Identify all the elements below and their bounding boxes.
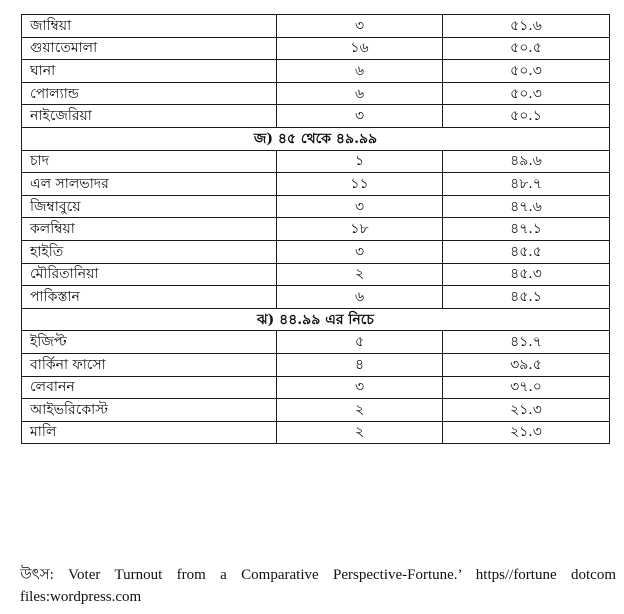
voter-turnout-table xyxy=(21,14,610,444)
country-cell: গুয়াতেমালা xyxy=(22,37,277,60)
country-cell: বার্কিনা ফাসো xyxy=(22,353,277,376)
country-cell: মালি xyxy=(22,421,277,444)
count-cell: ৩ xyxy=(277,240,443,263)
turnout-cell: ৪৫.৫ xyxy=(443,240,610,263)
turnout-cell: ৪১.৭ xyxy=(443,331,610,354)
country-cell: জিম্বাবুয়ে xyxy=(22,195,277,218)
count-cell: ২ xyxy=(277,263,443,286)
source-label: উৎস: xyxy=(20,567,54,583)
table-row xyxy=(22,60,610,83)
turnout-cell: ২১.৩ xyxy=(443,399,610,422)
count-cell: ১৬ xyxy=(277,37,443,60)
country-cell: পোল্যান্ড xyxy=(22,82,277,105)
count-cell: ৩ xyxy=(277,195,443,218)
turnout-cell: ৩৯.৫ xyxy=(443,353,610,376)
country-cell: জাম্বিয়া xyxy=(22,15,277,38)
turnout-cell: ২১.৩ xyxy=(443,421,610,444)
count-cell: ১ xyxy=(277,150,443,173)
count-cell: ৬ xyxy=(277,82,443,105)
table-row xyxy=(22,173,610,196)
count-cell: ৬ xyxy=(277,60,443,83)
section-header-cell: ঝ) ৪৪.৯৯ এর নিচে xyxy=(22,308,610,331)
country-cell: মৌরিতানিয়া xyxy=(22,263,277,286)
count-cell: ৪ xyxy=(277,353,443,376)
table-row xyxy=(22,82,610,105)
turnout-cell: ৫০.৩ xyxy=(443,60,610,83)
table-row xyxy=(22,286,610,309)
turnout-cell: ৪৭.১ xyxy=(443,218,610,241)
table-row xyxy=(22,105,610,128)
turnout-cell: ৫০.১ xyxy=(443,105,610,128)
turnout-cell: ৫০.৩ xyxy=(443,82,610,105)
country-cell: পাকিস্তান xyxy=(22,286,277,309)
country-cell: হাইতি xyxy=(22,240,277,263)
table-row xyxy=(22,37,610,60)
count-cell: ১৮ xyxy=(277,218,443,241)
count-cell: ৬ xyxy=(277,286,443,309)
table-row xyxy=(22,421,610,444)
turnout-cell: ৫০.৫ xyxy=(443,37,610,60)
source-text: Voter Turnout from a Comparative Perspective-Fortune.’ https//fortune dotcom files:wordpress.com xyxy=(20,567,616,605)
table-row xyxy=(22,195,610,218)
table-row xyxy=(22,150,610,173)
table-row xyxy=(22,240,610,263)
table-row xyxy=(22,331,610,354)
table-body xyxy=(22,15,610,444)
count-cell: ৩ xyxy=(277,105,443,128)
table-row xyxy=(22,353,610,376)
country-cell: ঘানা xyxy=(22,60,277,83)
source-note xyxy=(20,564,616,608)
turnout-cell: ৪৫.৩ xyxy=(443,263,610,286)
count-cell: ২ xyxy=(277,421,443,444)
country-cell: নাইজেরিয়া xyxy=(22,105,277,128)
turnout-cell: ৪৭.৬ xyxy=(443,195,610,218)
section-header-row xyxy=(22,127,610,150)
turnout-cell: ৪৮.৭ xyxy=(443,173,610,196)
country-cell: এল সালভাদর xyxy=(22,173,277,196)
table-row xyxy=(22,218,610,241)
count-cell: ৫ xyxy=(277,331,443,354)
count-cell: ২ xyxy=(277,399,443,422)
count-cell: ৩ xyxy=(277,15,443,38)
country-cell: ইজিপ্ট xyxy=(22,331,277,354)
turnout-cell: ৪৯.৬ xyxy=(443,150,610,173)
section-header-cell: জ) ৪৫ থেকে ৪৯.৯৯ xyxy=(22,127,610,150)
section-header-row xyxy=(22,308,610,331)
count-cell: ১১ xyxy=(277,173,443,196)
table-row xyxy=(22,376,610,399)
table-row xyxy=(22,399,610,422)
count-cell: ৩ xyxy=(277,376,443,399)
table-row xyxy=(22,15,610,38)
table-row xyxy=(22,263,610,286)
turnout-cell: ৫১.৬ xyxy=(443,15,610,38)
country-cell: চাদ xyxy=(22,150,277,173)
turnout-cell: ৪৫.১ xyxy=(443,286,610,309)
country-cell: কলম্বিয়া xyxy=(22,218,277,241)
turnout-cell: ৩৭.০ xyxy=(443,376,610,399)
country-cell: আইভরিকোস্ট xyxy=(22,399,277,422)
country-cell: লেবানন xyxy=(22,376,277,399)
